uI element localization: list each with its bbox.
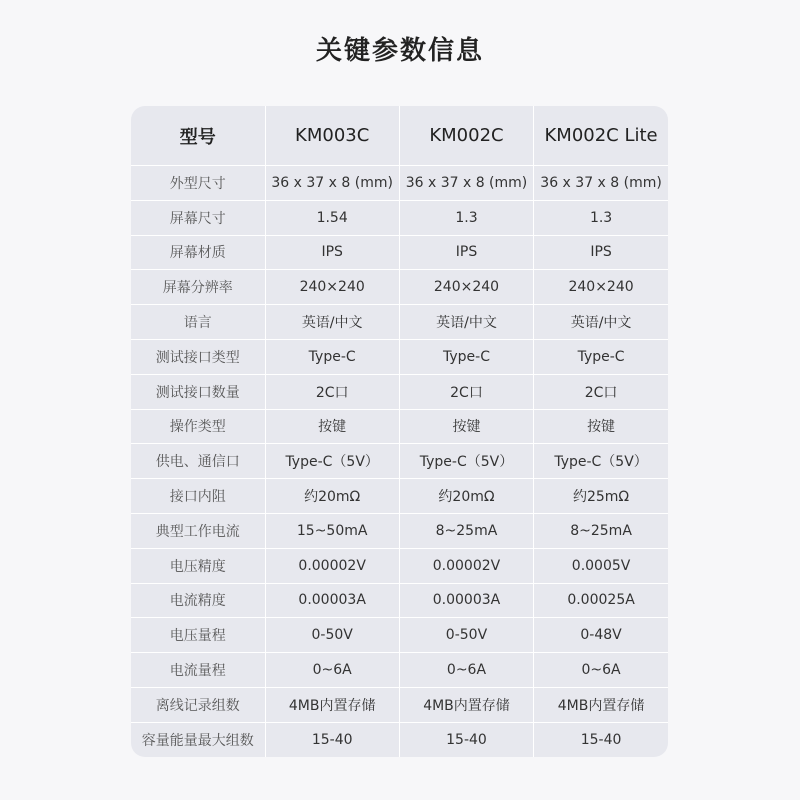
value-cell: 15-40 [265, 722, 399, 756]
value-cell: 0.00002V [399, 548, 533, 583]
value-cell: 约25mΩ [534, 479, 668, 514]
value-cell: 2C口 [399, 374, 533, 409]
table-row [131, 166, 668, 201]
row-label-cell: 测试接口数量 [131, 374, 265, 409]
value-cell: 36 x 37 x 8 (mm) [265, 166, 399, 201]
value-cell: IPS [534, 235, 668, 270]
value-cell: 按键 [534, 409, 668, 444]
row-label-cell: 测试接口类型 [131, 339, 265, 374]
header-cell-model-label: 型号 [131, 106, 265, 166]
spec-table-container [131, 106, 668, 757]
value-cell: 0.00003A [399, 583, 533, 618]
value-cell: 15-40 [534, 722, 668, 756]
value-cell: IPS [399, 235, 533, 270]
table-row [131, 270, 668, 305]
value-cell: 4MB内置存储 [265, 687, 399, 722]
row-label-cell: 供电、通信口 [131, 444, 265, 479]
value-cell: 按键 [265, 409, 399, 444]
value-cell: Type-C（5V） [265, 444, 399, 479]
header-cell-km003c: KM003C [265, 106, 399, 166]
value-cell: 约20mΩ [265, 479, 399, 514]
value-cell: 约20mΩ [399, 479, 533, 514]
spec-table [131, 106, 668, 757]
value-cell: 按键 [399, 409, 533, 444]
header-cell-km002c-lite: KM002C Lite [534, 106, 668, 166]
value-cell: 1.54 [265, 200, 399, 235]
value-cell: 0-50V [399, 618, 533, 653]
value-cell: Type-C [399, 339, 533, 374]
value-cell: 8~25mA [534, 513, 668, 548]
value-cell: 0.00003A [265, 583, 399, 618]
table-row [131, 305, 668, 340]
value-cell: 1.3 [399, 200, 533, 235]
row-label-cell: 外型尺寸 [131, 166, 265, 201]
row-label-cell: 离线记录组数 [131, 687, 265, 722]
value-cell: 英语/中文 [399, 305, 533, 340]
value-cell: 36 x 37 x 8 (mm) [534, 166, 668, 201]
table-row [131, 548, 668, 583]
row-label-cell: 电压精度 [131, 548, 265, 583]
value-cell: Type-C [534, 339, 668, 374]
value-cell: 0-50V [265, 618, 399, 653]
value-cell: 4MB内置存储 [534, 687, 668, 722]
page-title: 关键参数信息 [315, 36, 484, 66]
row-label-cell: 电流量程 [131, 653, 265, 688]
row-label-cell: 操作类型 [131, 409, 265, 444]
value-cell: 8~25mA [399, 513, 533, 548]
table-row [131, 583, 668, 618]
table-row [131, 444, 668, 479]
table-row [131, 479, 668, 514]
row-label-cell: 屏幕材质 [131, 235, 265, 270]
value-cell: 4MB内置存储 [399, 687, 533, 722]
row-label-cell: 电压量程 [131, 618, 265, 653]
table-row [131, 200, 668, 235]
row-label-cell: 容量能量最大组数 [131, 722, 265, 756]
table-row [131, 235, 668, 270]
value-cell: 英语/中文 [534, 305, 668, 340]
value-cell: 36 x 37 x 8 (mm) [399, 166, 533, 201]
value-cell: 1.3 [534, 200, 668, 235]
value-cell: 2C口 [265, 374, 399, 409]
table-body [131, 166, 668, 757]
table-row [131, 409, 668, 444]
row-label-cell: 电流精度 [131, 583, 265, 618]
value-cell: 0~6A [534, 653, 668, 688]
row-label-cell: 典型工作电流 [131, 513, 265, 548]
table-row [131, 374, 668, 409]
table-row [131, 339, 668, 374]
table-row [131, 722, 668, 756]
table-row [131, 513, 668, 548]
value-cell: Type-C [265, 339, 399, 374]
value-cell: 15-40 [399, 722, 533, 756]
row-label-cell: 屏幕尺寸 [131, 200, 265, 235]
table-row [131, 687, 668, 722]
value-cell: IPS [265, 235, 399, 270]
value-cell: 0.00002V [265, 548, 399, 583]
value-cell: 240×240 [265, 270, 399, 305]
value-cell: 15~50mA [265, 513, 399, 548]
value-cell: 2C口 [534, 374, 668, 409]
value-cell: 0~6A [265, 653, 399, 688]
value-cell: 0~6A [399, 653, 533, 688]
row-label-cell: 语言 [131, 305, 265, 340]
table-row [131, 618, 668, 653]
value-cell: 0.00025A [534, 583, 668, 618]
value-cell: 英语/中文 [265, 305, 399, 340]
value-cell: 240×240 [534, 270, 668, 305]
row-label-cell: 屏幕分辨率 [131, 270, 265, 305]
table-row [131, 653, 668, 688]
value-cell: 0-48V [534, 618, 668, 653]
value-cell: 240×240 [399, 270, 533, 305]
value-cell: Type-C（5V） [399, 444, 533, 479]
header-row [131, 106, 668, 166]
row-label-cell: 接口内阻 [131, 479, 265, 514]
value-cell: Type-C（5V） [534, 444, 668, 479]
header-cell-km002c: KM002C [399, 106, 533, 166]
value-cell: 0.0005V [534, 548, 668, 583]
